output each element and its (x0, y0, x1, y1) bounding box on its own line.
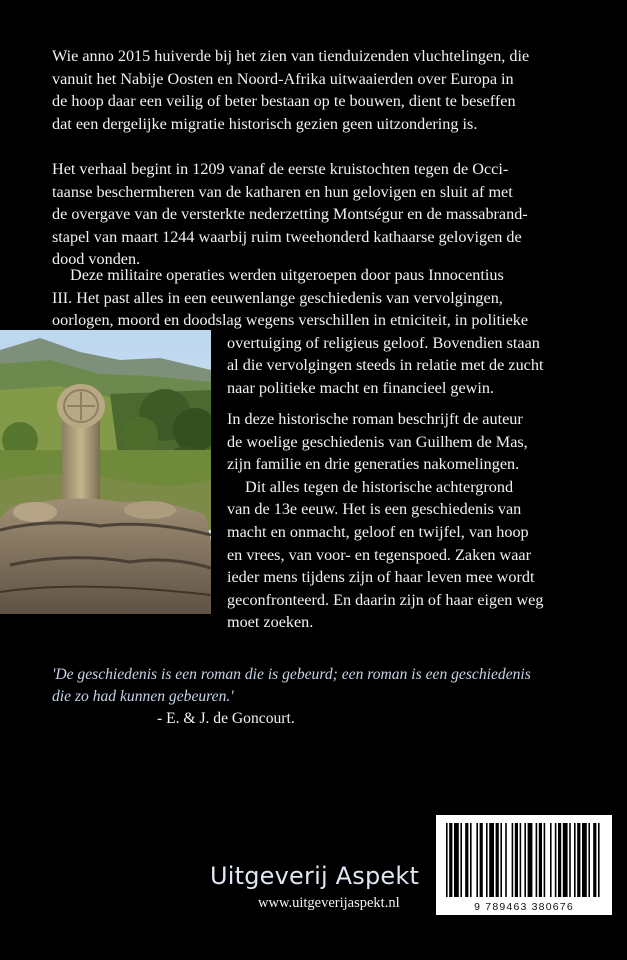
text-line: geconfronteerd. En daarin zijn of haar eigen weg (227, 590, 544, 609)
quote-attribution: - E. & J. de Goncourt. (157, 710, 295, 727)
publisher-website: www.uitgeverijaspekt.nl (258, 895, 400, 911)
text-line: vanuit het Nabije Oosten en Noord-Afrika uitwaaierden over Europa in (52, 69, 514, 88)
text-line: dat een dergelijke migratie historisch gezien geen uitzondering is. (52, 114, 478, 133)
publisher-name: Uitgeverij Aspekt (210, 862, 420, 890)
text-line: macht en onmacht, geloof en twijfel, van hoop (227, 522, 529, 541)
blurb-paragraph-2 (52, 158, 528, 271)
text-line: In deze historische roman beschrijft de auteur (227, 410, 523, 428)
text-line: Wie anno 2015 huiverde bij het zien van tienduizenden vluchtelingen, die (52, 47, 530, 65)
text-line: en vrees, van voor- en tegenspoed. Zaken waar (227, 545, 531, 564)
stone-monument-photo (0, 330, 211, 614)
text-line: ieder mens tijdens zijn of haar leven mee wordt (227, 568, 535, 587)
text-line: stapel van maart 1244 waarbij ruim tweehonderd kathaarse gelovigen de (52, 227, 522, 246)
text-line: Dit alles tegen de historische achtergrond (245, 477, 514, 496)
goncourt-quote (52, 664, 531, 708)
text-line: de woelige geschiedenis van Guilhem de Mas, (227, 432, 528, 451)
text-line: dood vonden. (52, 250, 141, 269)
text-line: taanse beschermheren van de katharen en hun gelovigen en sluit af met (52, 182, 513, 201)
text-line: van de 13e eeuw. Het is een geschiedenis van (227, 500, 522, 519)
blurb-paragraph-4 (227, 408, 543, 634)
text-line: overtuiging of religieus geloof. Bovendien staan (227, 333, 540, 352)
text-line: Het verhaal begint in 1209 vanaf de eerste kruistochten tegen de Occi- (52, 160, 509, 178)
text-line: de hoop daar een veilig of beter bestaan op te bouwen, dient te beseffen (52, 92, 516, 111)
text-line: de overgave van de versterkte nederzetting Montségur en de massabrand- (52, 205, 528, 224)
isbn-number: 9 789463 380676 (474, 901, 574, 913)
text-line: Deze militaire operaties werden uitgeroepen door paus Innocentius (70, 266, 504, 284)
text-line: zijn familie en drie generaties nakomelingen. (227, 455, 520, 474)
barcode-bars-icon (436, 815, 612, 915)
text-line: al die vervolgingen steeds in relatie met de zucht (227, 356, 544, 375)
text-line: naar politieke macht en financieel gewin. (227, 378, 494, 397)
quote-line: 'De geschiedenis is een roman die is gebeurd; een roman is een geschiedenis (52, 666, 531, 683)
text-line: III. Het past alles in een eeuwenlange geschiedenis van vervolgingen, (52, 288, 503, 307)
blurb-paragraph-1 (52, 45, 529, 135)
text-line: moet zoeken. (227, 613, 314, 632)
isbn-barcode (436, 815, 612, 915)
text-line: oorlogen, moord en doodslag wegens verschillen in etniciteit, in politieke (52, 311, 529, 330)
quote-line: die zo had kunnen gebeuren.' (52, 688, 234, 705)
